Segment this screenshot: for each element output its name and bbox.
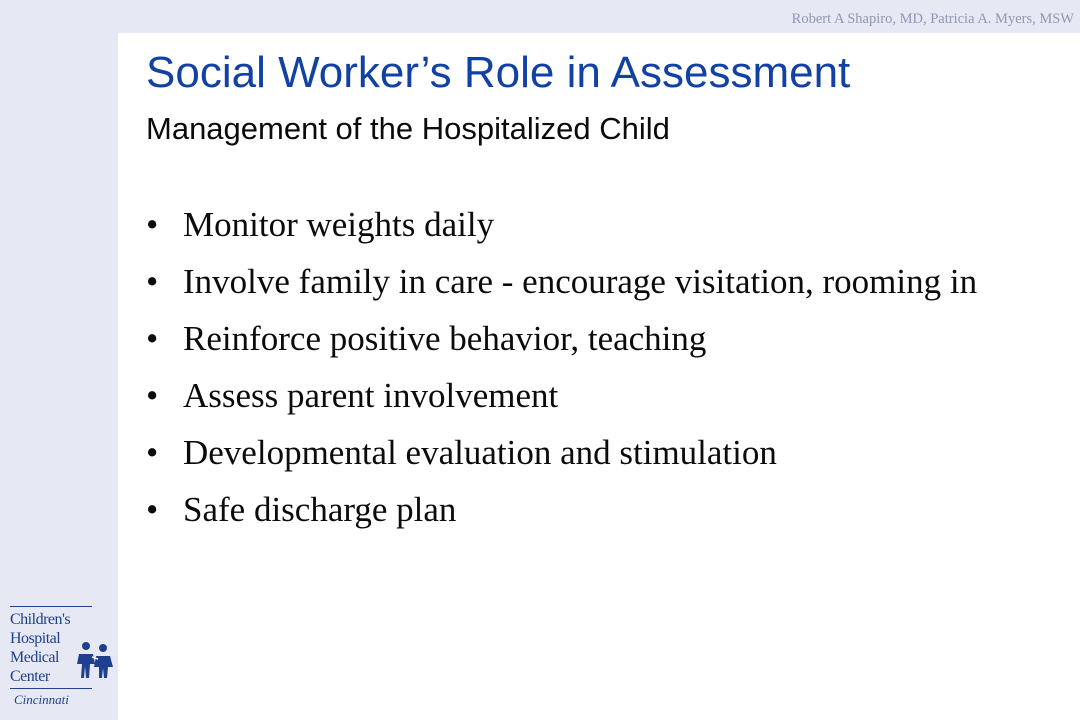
bullet-text: Assess parent involvement [183, 376, 559, 415]
logo-line-4: Center [10, 668, 50, 685]
bullet-text: Monitor weights daily [183, 205, 495, 244]
bullet-item [146, 203, 1056, 247]
logo-line-1: Children's [10, 611, 71, 628]
logo-city: Cincinnati [14, 692, 69, 707]
bullet-list [146, 203, 1056, 545]
bullet-dot: • [146, 433, 159, 472]
children-figures-icon [76, 640, 114, 680]
bullet-item [146, 317, 1056, 361]
bullet-dot: • [146, 262, 159, 301]
bullet-dot: • [146, 376, 159, 415]
bullet-text: Developmental evaluation and stimulation [183, 433, 777, 472]
logo-rule [10, 606, 92, 607]
bullet-dot: • [146, 205, 159, 244]
bullet-text: Reinforce positive behavior, teaching [183, 319, 707, 358]
bullet-item [146, 260, 1056, 304]
bullet-dot: • [146, 319, 159, 358]
bullet-item [146, 374, 1056, 418]
bullet-dot: • [146, 490, 159, 529]
bullet-text: Involve family in care - encourage visitation, rooming in [183, 262, 978, 301]
author-credit: Robert A Shapiro, MD, Patricia A. Myers, MSW [791, 11, 1074, 27]
bullet-item [146, 488, 1056, 532]
hospital-logo [10, 604, 114, 708]
slide-subtitle: Management of the Hospitalized Child [146, 111, 670, 146]
logo-rule [10, 688, 92, 689]
logo-line-2: Hospital [10, 630, 61, 647]
bullet-item [146, 431, 1056, 475]
slide-title: Social Worker’s Role in Assessment [146, 48, 851, 97]
logo-line-3: Medical [10, 649, 59, 666]
bullet-text: Safe discharge plan [183, 490, 457, 529]
